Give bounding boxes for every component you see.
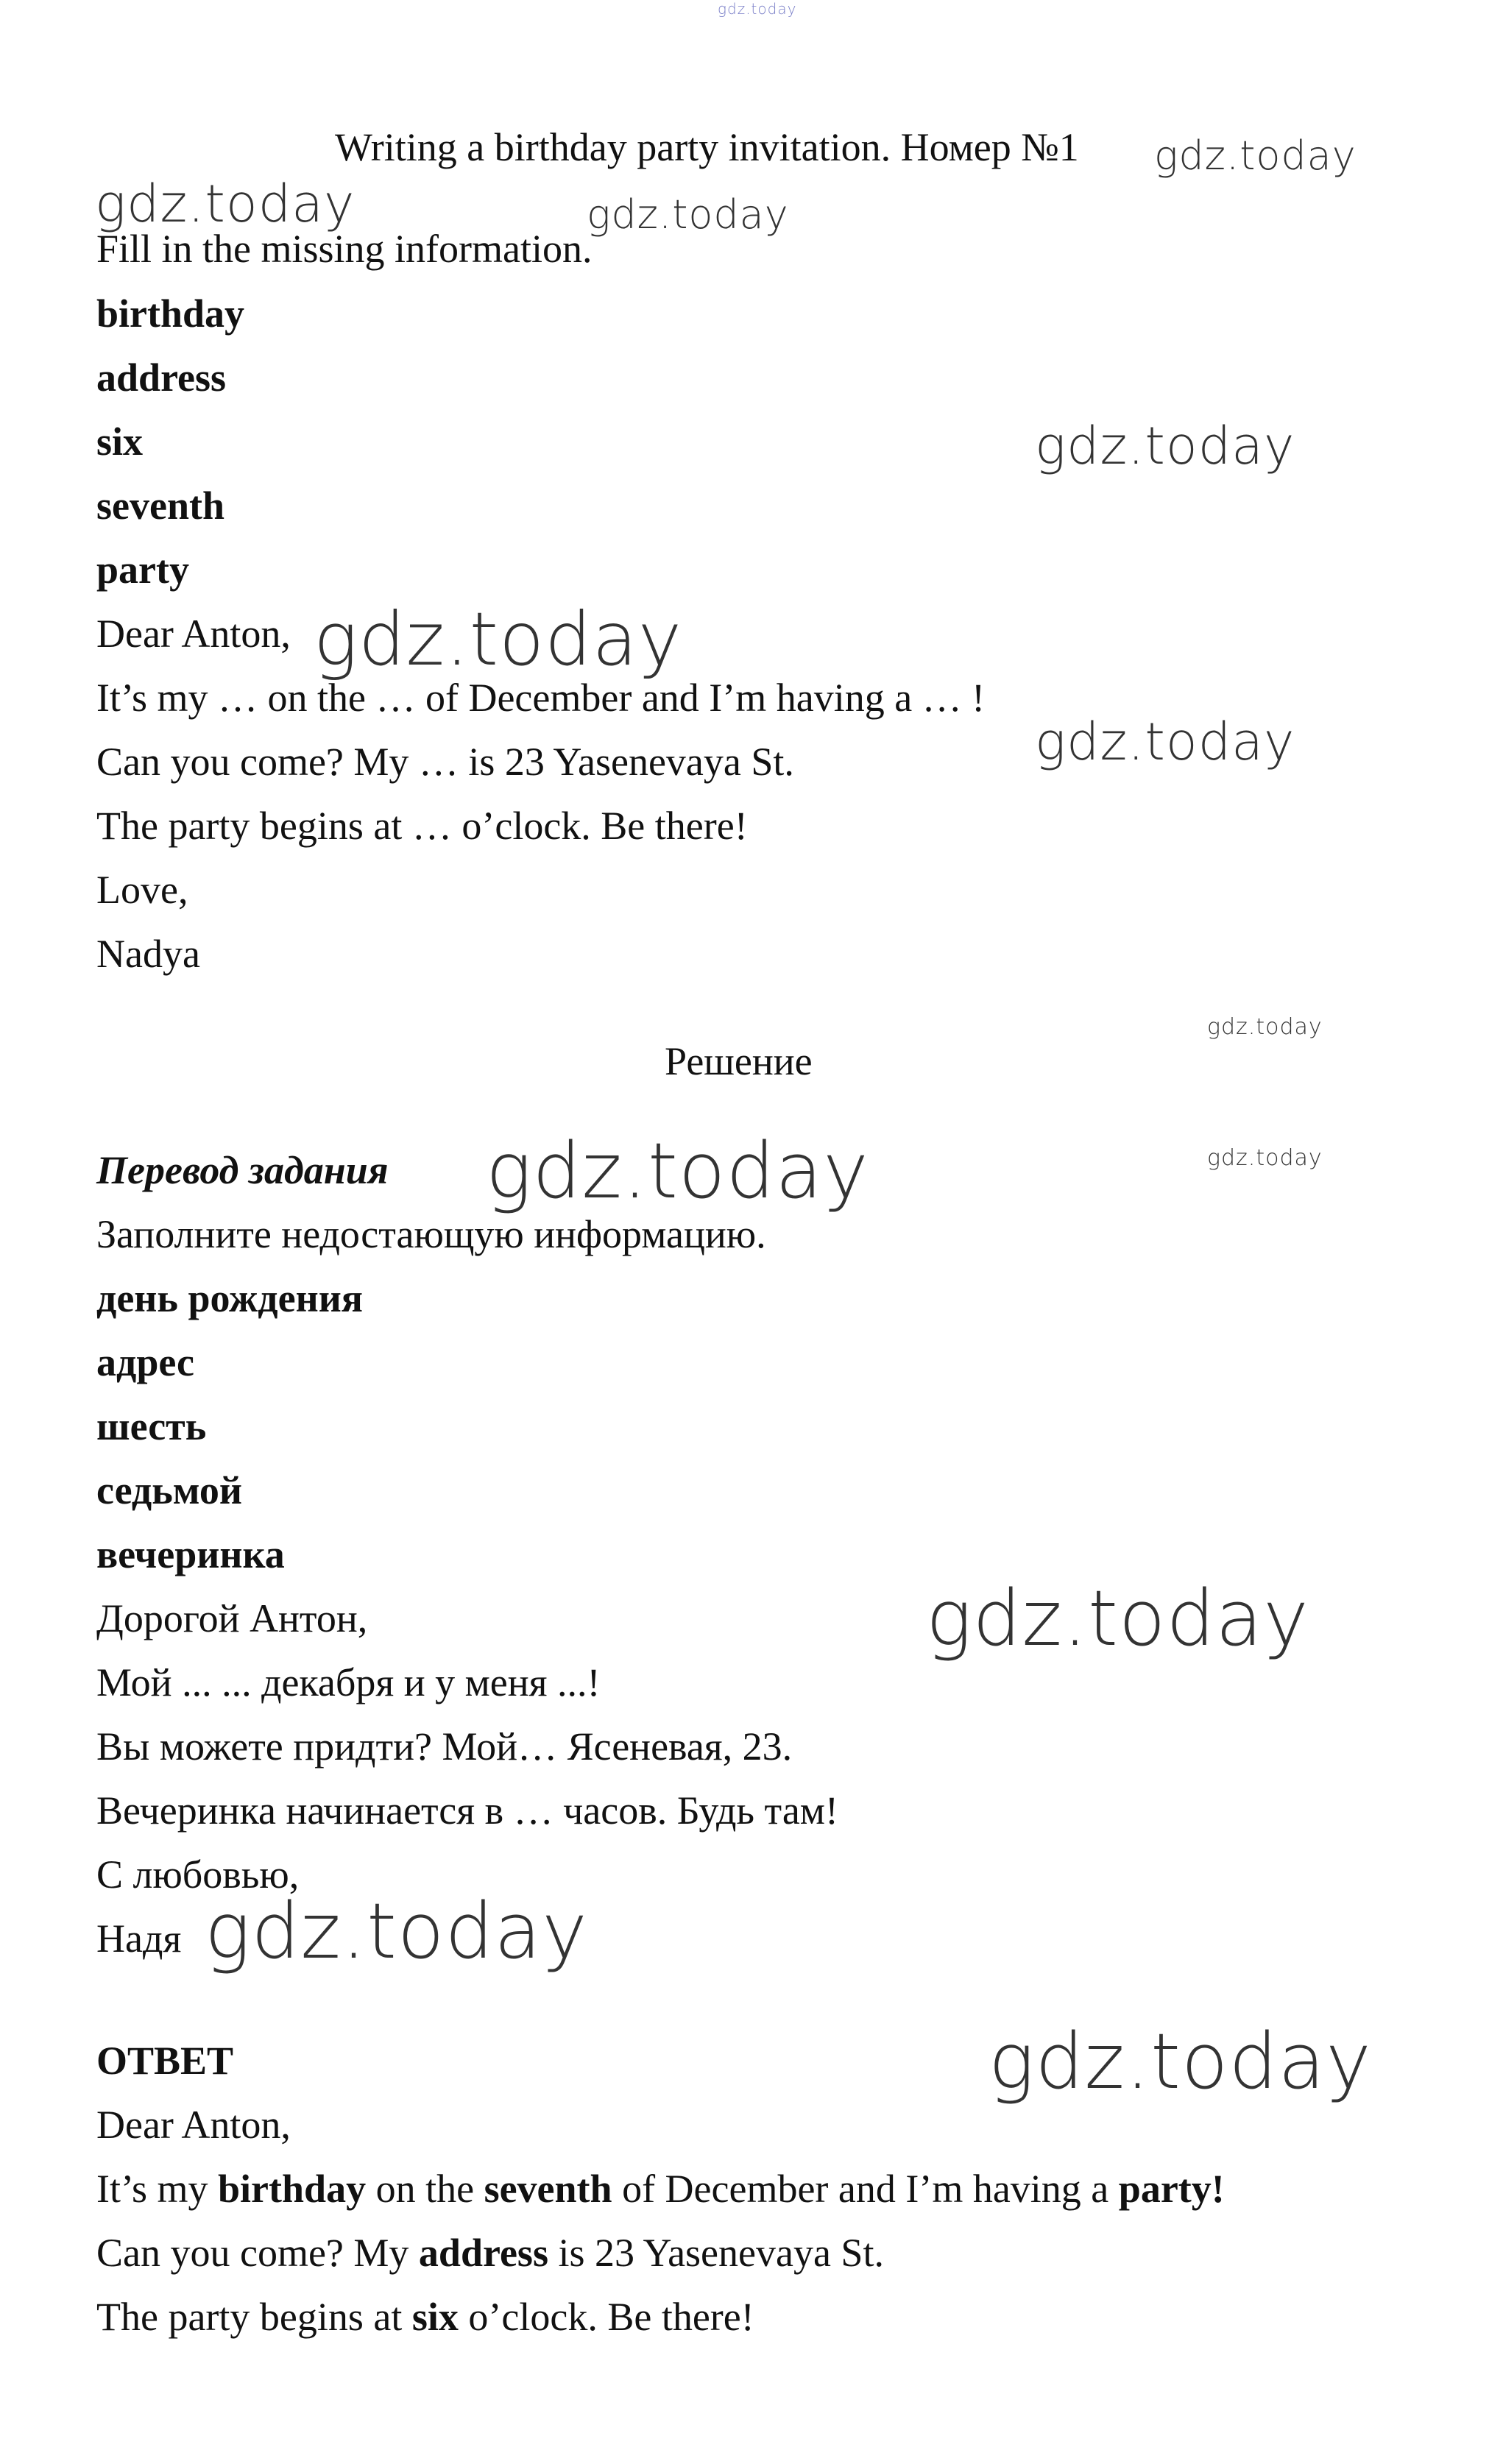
answer-word: party! [1118,2167,1225,2211]
answer-word: six [411,2295,459,2339]
translated-word: шесть [96,1404,207,1448]
translated-word: вечеринка [96,1532,285,1576]
answer-text: on the [366,2167,484,2211]
answer-line [96,2165,1225,2212]
answer-heading: ОТВЕТ [96,2039,234,2083]
translated-letter-line: Надя [96,1916,182,1961]
translated-word: день рождения [96,1276,364,1320]
watermark: gdz.today [989,2017,1372,2106]
answer-text: The party begins at [96,2295,412,2339]
watermark: gdz.today [1035,712,1295,772]
translated-word: адрес [96,1340,194,1384]
watermark-top: gdz.today [718,0,797,18]
word-item: six [96,419,144,464]
answer-word: address [418,2231,548,2275]
translation-heading: Перевод задания [96,1148,389,1192]
page-title: Writing a birthday party invitation. Номер №1 [335,125,1079,169]
answer-line [96,2229,884,2276]
translated-letter-line: С любовью, [96,1852,300,1897]
watermark: gdz.today [587,191,789,238]
letter-line: The party begins at … o’clock. Be there! [96,804,748,848]
watermark: gdz.today [314,596,683,682]
answer-text: Can you come? My [96,2231,419,2275]
answer-text: o’clock. Be there! [458,2295,754,2339]
word-item: birthday [96,291,245,336]
watermark: gdz.today [486,1126,869,1216]
translated-letter-line: Вечеринка начинается в … часов. Будь там! [96,1788,838,1833]
letter-line: Dear Anton, [96,612,291,656]
letter-line: Can you come? My … is 23 Yasenevaya St. [96,740,794,784]
answer-word: seventh [484,2167,612,2211]
word-item: seventh [96,484,224,528]
task-instruction: Fill in the missing information. [96,227,593,271]
watermark: gdz.today [1207,1014,1323,1040]
watermark: gdz.today [926,1573,1309,1663]
watermark: gdz.today [1035,416,1295,476]
watermark: gdz.today [205,1886,588,1976]
watermark: gdz.today [1154,132,1357,179]
answer-word: birthday [218,2167,367,2211]
watermark: gdz.today [1207,1145,1323,1171]
translated-letter-line: Дорогой Антон, [96,1596,368,1640]
answer-greeting: Dear Anton, [96,2103,291,2147]
letter-line: It’s my … on the … of December and I’m having a … ! [96,676,986,720]
answer-text: of December and I’m having a [612,2167,1119,2211]
translated-word: седьмой [96,1468,242,1512]
translation-instruction: Заполните недостающую информацию. [96,1212,766,1256]
letter-line: Love, [96,868,188,912]
watermark: gdz.today [95,174,356,234]
word-item: address [96,355,227,400]
answer-line [96,2293,754,2340]
word-item: party [96,548,189,592]
answer-text: It’s my [96,2167,219,2211]
letter-line: Nadya [96,932,200,976]
translated-letter-line: Мой ... ... декабря и у меня ...! [96,1660,601,1704]
answer-text: is 23 Yasenevaya St. [548,2231,884,2275]
solution-heading: Решение [665,1039,813,1083]
translated-letter-line: Вы можете придти? Мой… Ясеневая, 23. [96,1724,793,1769]
